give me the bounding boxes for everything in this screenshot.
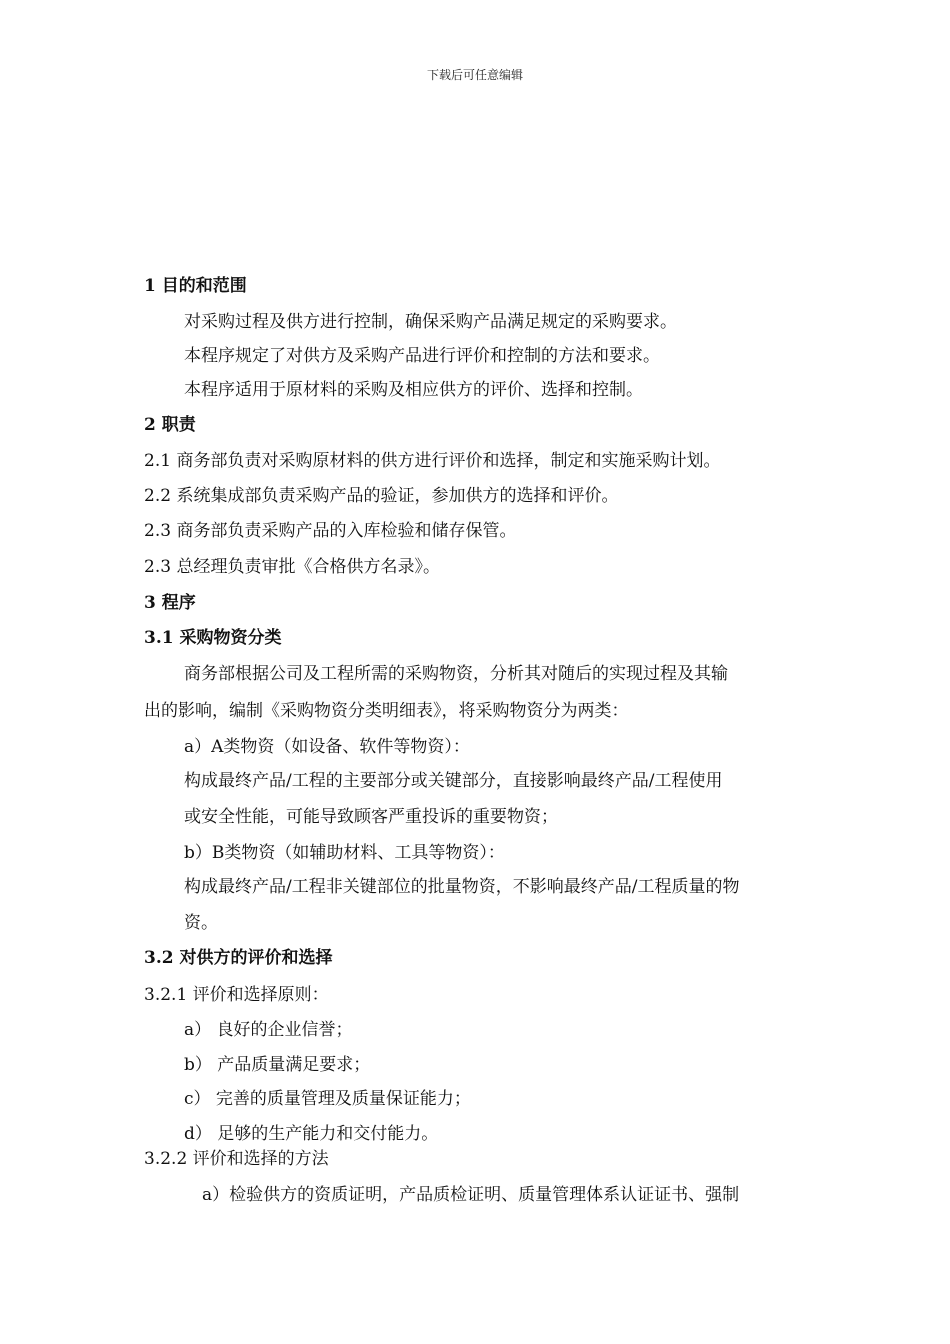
section-3-heading: 3 程序 xyxy=(144,593,196,613)
classification-paragraph: 商务部根据公司及工程所需的采购物资，分析其对随后的实现过程及其输 xyxy=(184,664,728,684)
section-3-2-1-heading: 3.2.1 评价和选择原则： xyxy=(144,985,329,1005)
section-3-1-heading: 3.1 采购物资分类 xyxy=(144,628,282,648)
class-b-description: 资。 xyxy=(184,913,218,933)
principle-item: d） 足够的生产能力和交付能力。 xyxy=(184,1124,439,1144)
responsibility-item: 2.2 系统集成部负责采购产品的验证，参加供方的选择和评价。 xyxy=(144,486,619,506)
principle-item: b） 产品质量满足要求； xyxy=(184,1055,371,1075)
responsibility-item: 2.1 商务部负责对采购原材料的供方进行评价和选择，制定和实施采购计划。 xyxy=(144,451,721,471)
page-header: 下载后可任意编辑 xyxy=(426,68,523,82)
class-a-description: 或安全性能，可能导致顾客严重投诉的重要物资； xyxy=(184,807,558,827)
section-3-2-heading: 3.2 对供方的评价和选择 xyxy=(144,948,333,968)
section-1-paragraph: 本程序适用于原材料的采购及相应供方的评价、选择和控制。 xyxy=(184,380,643,400)
principle-item: a） 良好的企业信誉； xyxy=(184,1020,353,1040)
section-3-2-2-heading: 3.2.2 评价和选择的方法 xyxy=(144,1149,329,1169)
class-b-description: 构成最终产品/工程非关键部位的批量物资，不影响最终产品/工程质量的物 xyxy=(184,877,740,897)
class-a-label: a）A类物资（如设备、软件等物资）： xyxy=(184,737,470,757)
section-1-heading: 1 目的和范围 xyxy=(144,276,247,296)
responsibility-item: 2.3 商务部负责采购产品的入库检验和储存保管。 xyxy=(144,521,517,541)
principle-item: c） 完善的质量管理及质量保证能力； xyxy=(184,1089,471,1109)
responsibility-item: 2.3 总经理负责审批《合格供方名录》。 xyxy=(144,557,440,577)
method-item: a）检验供方的资质证明，产品质检证明、质量管理体系认证证书、强制 xyxy=(202,1185,740,1205)
section-1-paragraph: 对采购过程及供方进行控制，确保采购产品满足规定的采购要求。 xyxy=(184,312,677,332)
classification-paragraph: 出的影响，编制《采购物资分类明细表》，将采购物资分为两类： xyxy=(144,701,629,721)
section-1-paragraph: 本程序规定了对供方及采购产品进行评价和控制的方法和要求。 xyxy=(184,346,660,366)
class-a-description: 构成最终产品/工程的主要部分或关键部分，直接影响最终产品/工程使用 xyxy=(184,771,723,791)
section-2-heading: 2 职责 xyxy=(144,415,196,435)
class-b-label: b）B类物资（如辅助材料、工具等物资）： xyxy=(184,843,505,863)
